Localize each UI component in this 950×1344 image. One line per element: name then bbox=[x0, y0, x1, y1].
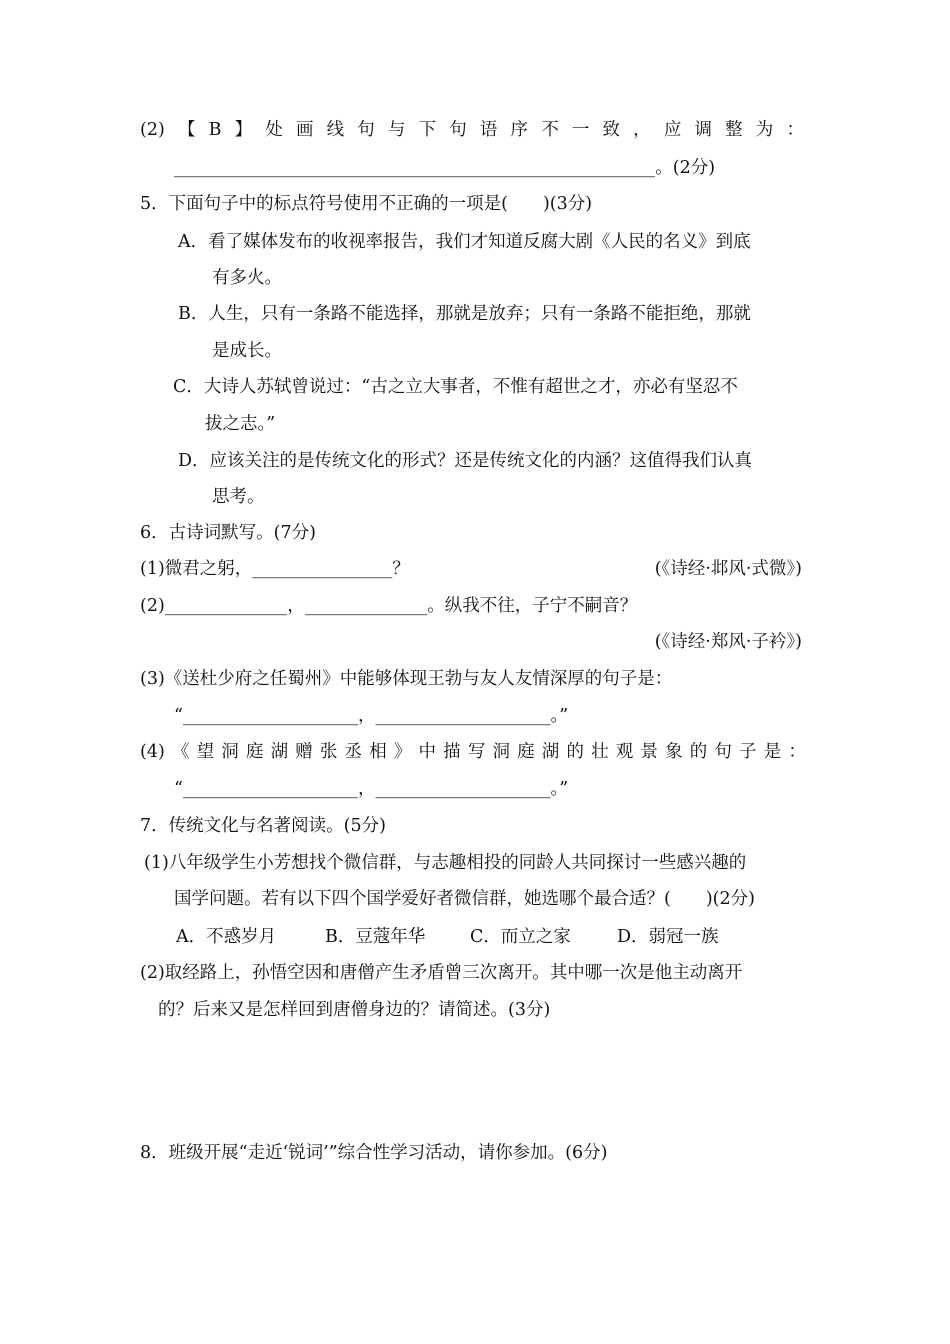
q5-option-d-line2: 思考。 bbox=[212, 487, 265, 507]
q4-part2-char: 致 bbox=[602, 120, 621, 140]
q6-part4-char: 洞 bbox=[221, 742, 239, 762]
q4-part2-char: 】 bbox=[234, 120, 253, 140]
q6-part4-char: 壮 bbox=[591, 742, 609, 762]
q6-part4-char: 庭 bbox=[517, 742, 535, 762]
q4-part2-char: ： bbox=[786, 120, 804, 140]
q6-part4-answer-blank: “____________________，____________________。” bbox=[174, 779, 569, 799]
q7-part2-line1: (2)取经路上，孙悟空因和唐僧产生矛盾曾三次离开。其中哪一次是他主动离开 bbox=[140, 963, 743, 983]
q4-part2-char: 处 bbox=[265, 120, 283, 140]
q6-part4-char: 湖 bbox=[270, 742, 289, 762]
q7-part2-line2: 的？后来又是怎样回到唐僧身边的？请简述。(3分) bbox=[158, 1000, 551, 1020]
q6-part4-char: 的 bbox=[689, 742, 708, 762]
q6-part3: (3)《送杜少府之任蜀州》中能够体现王勃与友人友情深厚的句子是： bbox=[140, 669, 673, 689]
q6-part4-char: 湖 bbox=[541, 742, 560, 762]
q6-part4-char: 赠 bbox=[295, 742, 313, 762]
q4-part2-char: ， bbox=[633, 120, 651, 140]
q5-option-a-line2: 有多火。 bbox=[212, 268, 282, 288]
q4-part2-char: 整 bbox=[725, 120, 743, 140]
q6-part4-char: ： bbox=[788, 742, 806, 762]
q6-part4 bbox=[140, 740, 806, 764]
q6-part4-char: 张 bbox=[319, 742, 338, 762]
q6-stem: 6．古诗词默写。(7分) bbox=[140, 523, 316, 543]
q7-part1-line1: (1)八年级学生小芳想找个微信群，与志趣相投的同龄人共同探讨一些感兴趣的 bbox=[144, 853, 747, 873]
q4-part2-char: 一 bbox=[571, 120, 590, 140]
q6-part4-char: (4) bbox=[140, 742, 165, 762]
q6-part4-char: 的 bbox=[566, 742, 584, 762]
q4-part2-char: B bbox=[208, 120, 222, 140]
q4-part2-char: 不 bbox=[541, 120, 559, 140]
q6-part4-char: 望 bbox=[196, 742, 215, 762]
q4-part2-char: 应 bbox=[663, 120, 682, 140]
q4-part2-char: 句 bbox=[357, 120, 375, 140]
q7-part1-line2: 国学问题。若有以下四个国学爱好者微信群，她选哪个最合适？( )(2分) bbox=[174, 889, 755, 909]
q7-option-a: A．不惑岁月 bbox=[176, 927, 277, 947]
q6-part4-char: 相 bbox=[369, 742, 387, 762]
q7-option-b: B．豆蔻年华 bbox=[325, 927, 426, 947]
q5-option-d-line1: D．应该关注的是传统文化的形式？还是传统文化的内涵？这值得我们认真 bbox=[178, 451, 753, 471]
q6-part4-char: 子 bbox=[739, 742, 757, 762]
q4-part2-char: 调 bbox=[694, 120, 712, 140]
q4-part2-prompt bbox=[140, 118, 804, 142]
q6-part2-source: (《诗经·郑风·子衿》) bbox=[654, 632, 802, 652]
q7-option-c: C．而立之家 bbox=[470, 927, 571, 947]
q5-stem: 5．下面句子中的标点符号使用不正确的一项是( )(3分) bbox=[140, 194, 593, 214]
q4-part2-char: 下 bbox=[418, 120, 437, 140]
q6-part4-char: 象 bbox=[665, 742, 683, 762]
q6-part4-char: 句 bbox=[714, 742, 732, 762]
q4-part2-char: 句 bbox=[449, 120, 467, 140]
q4-part2-char: 序 bbox=[510, 120, 529, 140]
q8-stem: 8．班级开展“走近‘锐词’”综合性学习活动，请你参加。(6分) bbox=[140, 1143, 608, 1163]
q4-part2-char: 画 bbox=[295, 120, 314, 140]
q6-part4-char: 是 bbox=[763, 742, 782, 762]
q6-part3-answer-blank: “____________________，____________________。” bbox=[174, 706, 569, 726]
q5-option-c-line2: 拔之志。” bbox=[205, 414, 276, 434]
q5-option-c-line1: C．大诗人苏轼曾说过：“古之立大事者，不惟有超世之才，亦必有坚忍不 bbox=[173, 377, 738, 397]
q5-option-b-line1: B．人生，只有一条路不能选择，那就是放弃；只有一条路不能拒绝，那就 bbox=[178, 304, 751, 324]
q6-part2: (2)______________，______________。纵我不往，子宁不嗣音？ bbox=[140, 596, 638, 616]
q6-part4-char: 观 bbox=[615, 742, 634, 762]
q5-option-a-line1: A．看了媒体发布的收视率报告，我们才知道反腐大剧《人民的名义》到底 bbox=[178, 232, 751, 252]
q4-part2-char: 与 bbox=[387, 120, 406, 140]
q6-part1-source: (《诗经·邶风·式微》) bbox=[654, 559, 802, 579]
q6-part4-char: 景 bbox=[640, 742, 658, 762]
q6-part4-char: 《 bbox=[171, 742, 190, 762]
q4-part2-char: 为 bbox=[755, 120, 774, 140]
q6-part4-char: 丞 bbox=[344, 742, 363, 762]
q7-option-d: D．弱冠一族 bbox=[617, 927, 719, 947]
q4-part2-char: 【 bbox=[177, 120, 196, 140]
q6-part4-char: 描 bbox=[443, 742, 461, 762]
q4-part2-char: 线 bbox=[326, 120, 345, 140]
q6-part1: (1)微君之躬，________________？ bbox=[140, 559, 410, 579]
q6-part4-char: 》 bbox=[393, 742, 412, 762]
q4-part2-answer-blank: _______________________________________________________。(2分) bbox=[174, 158, 716, 178]
q6-part4-char: 洞 bbox=[492, 742, 510, 762]
q4-part2-char: (2) bbox=[140, 120, 165, 140]
q6-part4-char: 中 bbox=[418, 742, 437, 762]
q4-part2-char: 语 bbox=[479, 120, 498, 140]
q6-part4-char: 庭 bbox=[245, 742, 264, 762]
q5-option-b-line2: 是成长。 bbox=[212, 341, 282, 361]
q7-stem: 7．传统文化与名著阅读。(5分) bbox=[140, 816, 386, 836]
q6-part4-char: 写 bbox=[467, 742, 486, 762]
